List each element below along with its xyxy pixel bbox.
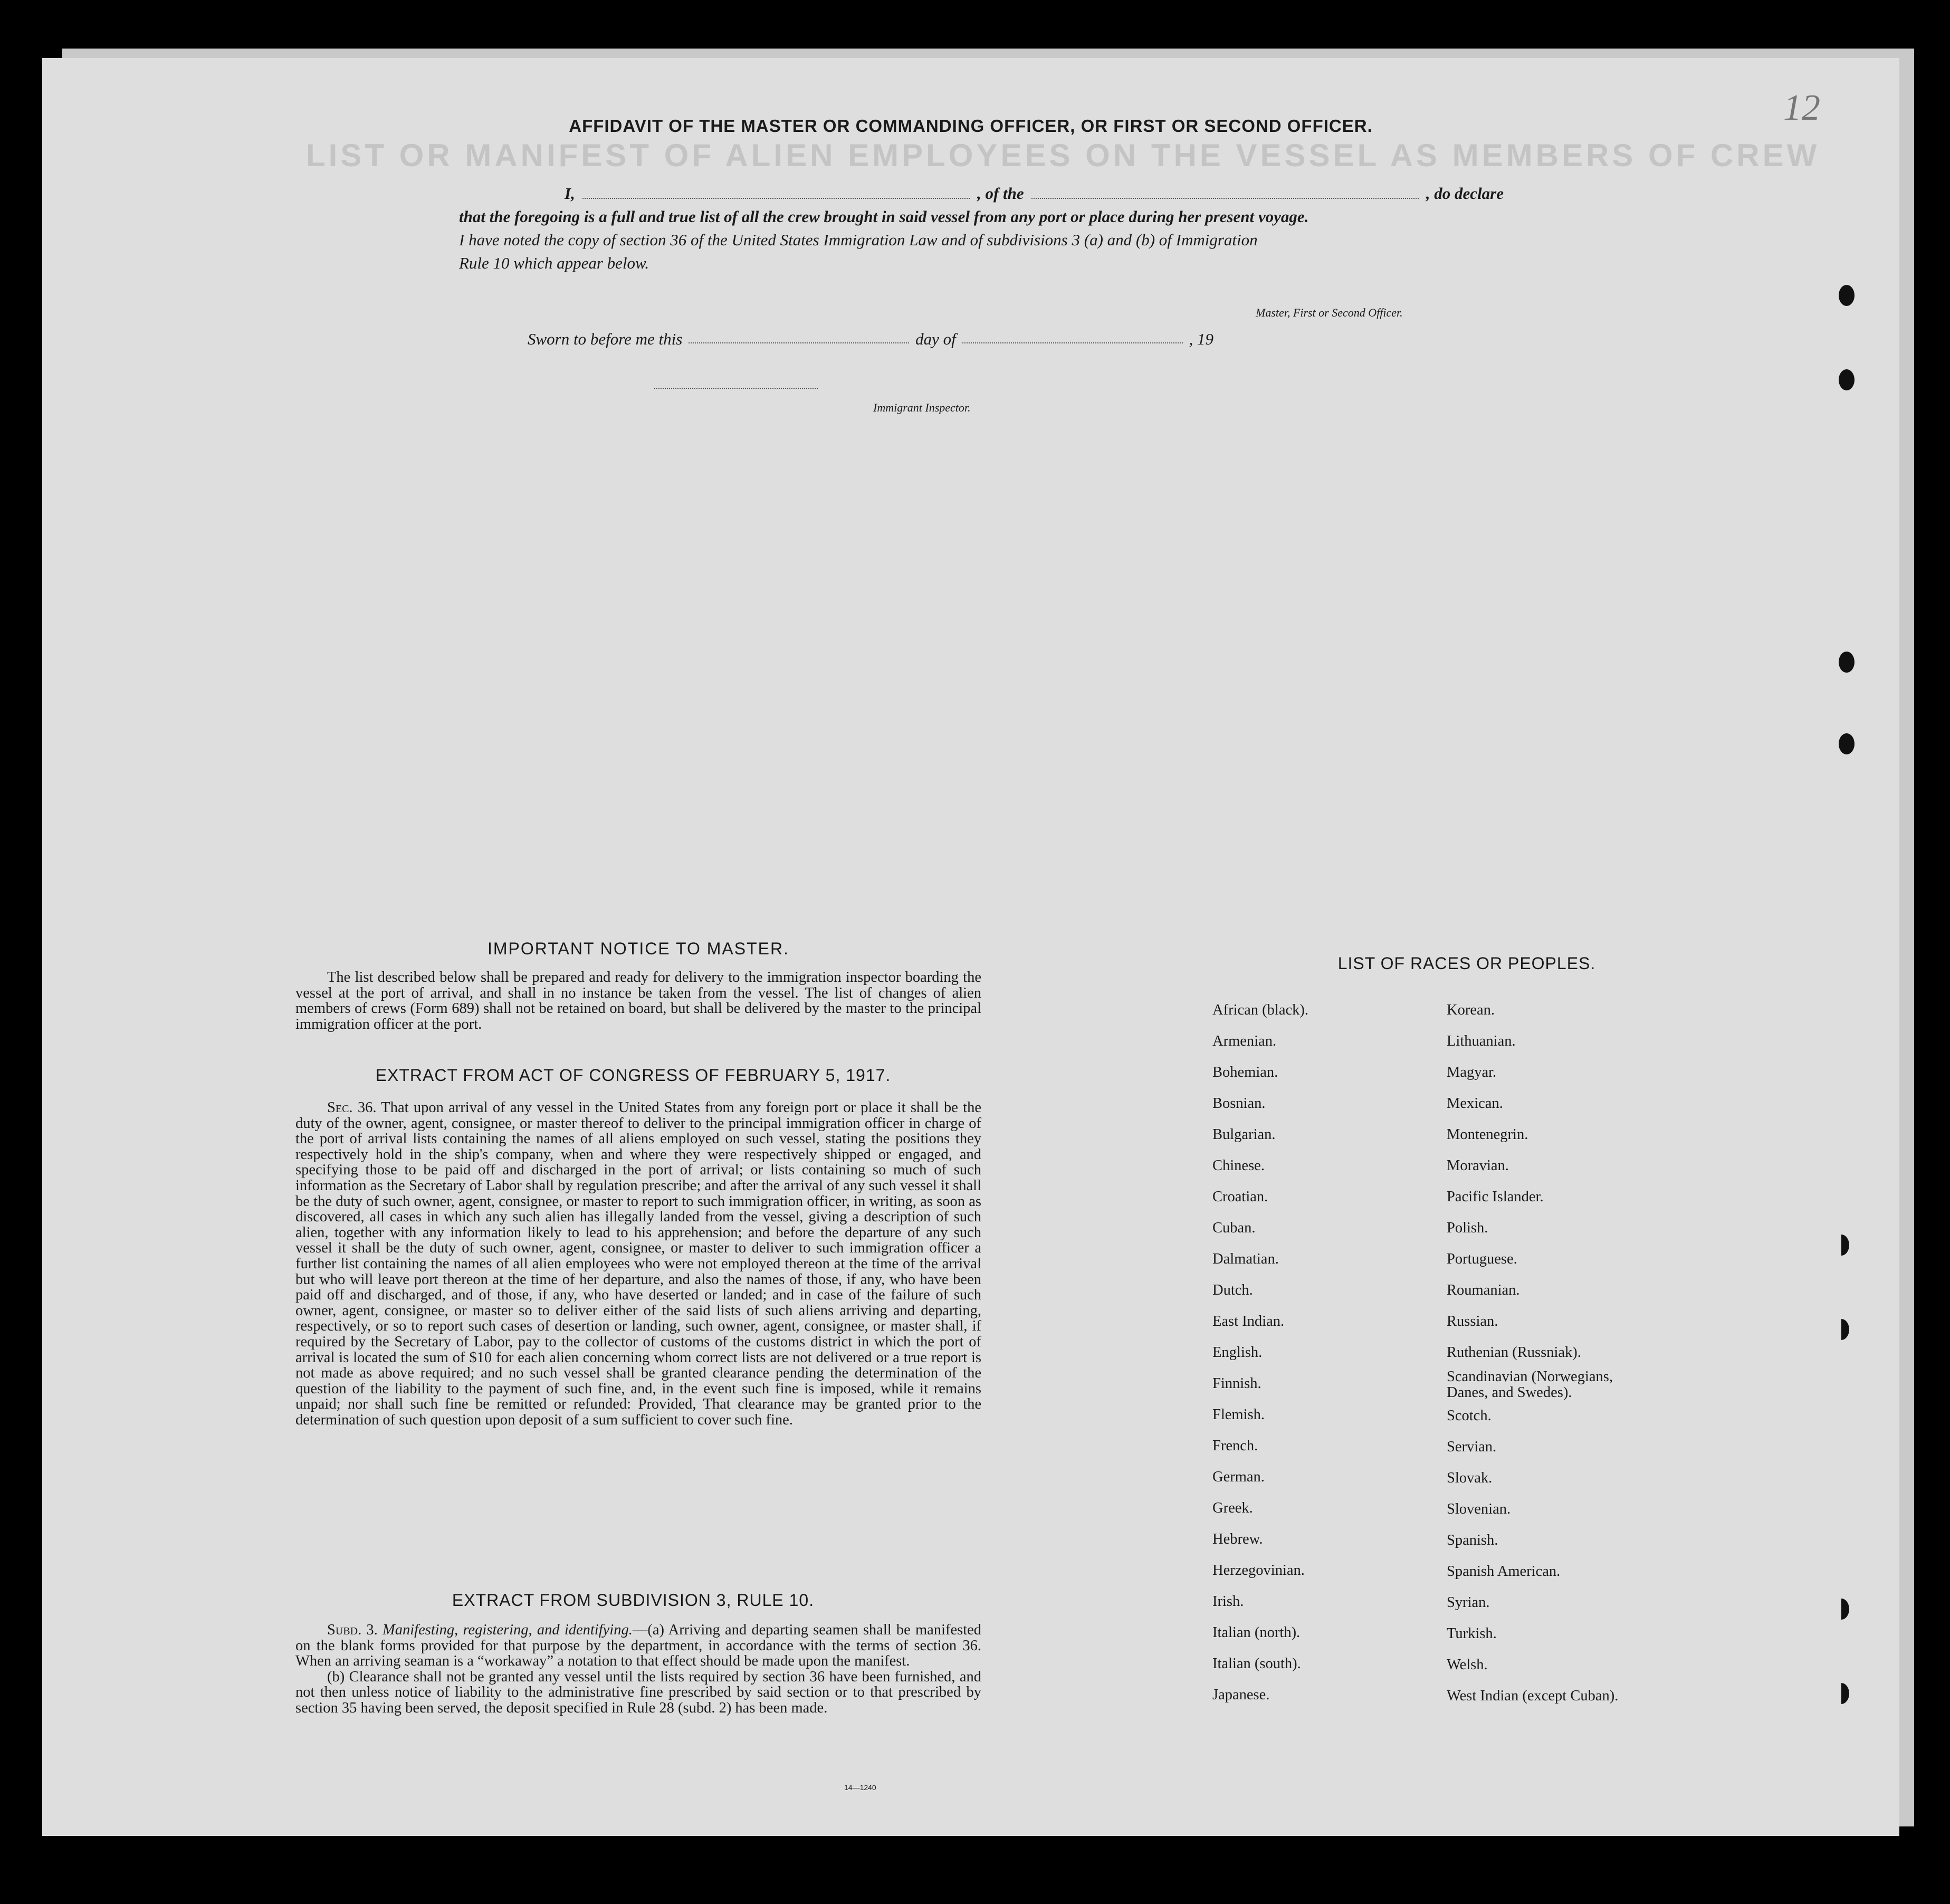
binder-hole — [1833, 1683, 1849, 1704]
sec-label: Sec. 36. — [327, 1099, 377, 1116]
subd-label: Subd. 3. — [327, 1622, 378, 1638]
subd-heading: Manifesting, registering, and identifying. — [383, 1622, 633, 1638]
race-item: Moravian. — [1447, 1157, 1509, 1174]
race-item: Lithuanian. — [1447, 1033, 1516, 1049]
name-blank[interactable] — [582, 182, 970, 199]
sworn-day-of: day of — [915, 330, 956, 348]
vessel-blank[interactable] — [1031, 182, 1419, 199]
race-item: Hebrew. — [1212, 1531, 1263, 1547]
race-item: Japanese. — [1212, 1687, 1270, 1703]
binder-hole — [1833, 1235, 1849, 1256]
race-item: Spanish American. — [1447, 1563, 1561, 1580]
signature-label: Master, First or Second Officer. — [1256, 306, 1403, 319]
race-item: Greek. — [1212, 1500, 1253, 1516]
races-title: LIST OF RACES OR PEOPLES. — [1337, 954, 1596, 973]
notice-body — [295, 970, 981, 1032]
race-item: Slovak. — [1447, 1470, 1493, 1486]
month-blank[interactable] — [962, 342, 1183, 343]
race-item: Italian (north). — [1212, 1624, 1301, 1641]
affidavit-line-2: that the foregoing is a full and true list of all the crew brought in said vessel from any port or place during her present voyage. — [459, 207, 1309, 226]
affidavit-body — [459, 182, 1504, 275]
race-item: Russian. — [1447, 1313, 1498, 1329]
form-number: 14—1240 — [844, 1783, 876, 1792]
binder-hole — [1839, 369, 1855, 390]
race-item: Slovenian. — [1447, 1501, 1511, 1517]
act-text: That upon arrival of any vessel in the United States from any foreign port or place it shall be the duty of the owner, agent, consignee, or master thereof to deliver to the principal immigration officer in charge of the port of arrival lists containing the names of all aliens employed on such vessel, stating the positions they respectively hold in the ship's company, when and where they were respectively shipped or engaged, and specifying those to be paid off and discharged in the port of arrival; or lists containing so much of such information as the Secretary of Labor shall by regulation prescribe; and after the arrival of any such vessel it shall be the duty of such owner, agent, consignee, or master to report to such immigration officer, in writing, as soon as discovered, all cases in which any such alien has illegally landed from the vessel, giving a description of such alien, together with any information likely to lead to his apprehension; and before the departure of any such vessel it shall be the duty of such owner, agent, consignee, or master to deliver to such immigration officer a further list containing the names of all alien employees who were not employed thereon at the time of the arrival but who will leave port thereon at the time of her departure, and also the names of those, if any, who have been paid off and discharged, and of those, if any, who have deserted or landed; and in case of the failure of such owner, agent, consignee, or master so to deliver either of the said lists of such aliens arriving and departing, respectively, or so to report such cases of desertion or landing, such owner, agent, consignee, or master shall, if required by the Secretary of Labor, pay to the collector of customs of the customs district in which the port of arrival is located the sum of $10 for each alien concerning whom correct lists are not delivered or a true report is not made as above required; and no such vessel shall be granted clearance pending the determination of the question of the liability to the payment of such fine, and, in the event such fine is imposed, while it remains unpaid; nor shall such fine be remitted or refunded: Provided, That clearance may be granted prior to the determination of such question upon deposit of a sum sufficient to cover such fine. — [295, 1099, 981, 1428]
race-item: Irish. — [1212, 1593, 1244, 1610]
page-number-mark: 12 — [1783, 88, 1820, 128]
race-item: Mexican. — [1447, 1095, 1503, 1112]
race-item: Turkish. — [1447, 1625, 1497, 1642]
document-page — [42, 58, 1899, 1836]
race-item: Pacific Islander. — [1447, 1189, 1544, 1205]
race-item: Italian (south). — [1212, 1656, 1301, 1672]
races-right-column — [1447, 994, 1742, 1711]
race-item: Chinese. — [1212, 1157, 1265, 1174]
subd-para-b: (b) Clearance shall not be granted any vessel until the lists required by section 36 have been furnished, and not then unless notice of liability to the administrative fine prescribed by said section or to that prescribed by section 35 having been served, the deposit specified in Rule 28 (subd. 2) has been made. — [295, 1668, 981, 1716]
race-item: Bohemian. — [1212, 1064, 1278, 1080]
race-item: Scandinavian (Norwegians, Danes, and Swedes). — [1447, 1369, 1613, 1401]
race-item: Herzegovinian. — [1212, 1562, 1305, 1578]
act-extract-title: EXTRACT FROM ACT OF CONGRESS OF FEBRUARY 5, 1917. — [375, 1066, 891, 1085]
subd-para-a: —(a) Arriving and departing seamen shall be manifested on the blank forms provided for that purpose by the department, in accordance with the terms of section 36. When an arriving seaman is a “workaway” a notation to that effect should be made upon the manifest. — [295, 1622, 982, 1670]
affidavit-line-4: Rule 10 which appear below. — [459, 254, 649, 272]
race-item: German. — [1212, 1469, 1265, 1485]
race-item: Roumanian. — [1447, 1282, 1520, 1298]
race-item: Magyar. — [1447, 1064, 1497, 1080]
race-item: Dalmatian. — [1212, 1251, 1279, 1267]
inspector-signature-blank[interactable] — [654, 388, 818, 389]
race-item: Syrian. — [1447, 1594, 1490, 1611]
notice-title: IMPORTANT NOTICE TO MASTER. — [488, 939, 789, 958]
notice-text: The list described below shall be prepared and ready for delivery to the immigration inspector boarding the vessel at the port of arrival, and shall in no instance be taken from the vessel. The list of changes of alien members of crews (Form 689) shall not be retained on board, but shall be delivered by the master to the principal immigration officer at the port. — [295, 969, 981, 1032]
race-item: West Indian (except Cuban). — [1447, 1688, 1619, 1704]
inspector-label: Immigrant Inspector. — [873, 401, 971, 414]
race-item: Scotch. — [1447, 1408, 1492, 1424]
race-item: Spanish. — [1447, 1532, 1498, 1548]
race-item: Servian. — [1447, 1439, 1497, 1455]
race-item: Polish. — [1447, 1220, 1488, 1236]
race-item: African (black). — [1212, 1002, 1308, 1018]
affidavit-title: AFFIDAVIT OF THE MASTER OR COMMANDING OFFICER, OR FIRST OR SECOND OFFICER. — [569, 116, 1373, 136]
act-extract-body — [295, 1100, 981, 1428]
race-item: Korean. — [1447, 1002, 1495, 1018]
bleed-through-header: LIST OR MANIFEST OF ALIEN EMPLOYEES ON THE VESSEL AS MEMBERS OF CREW — [306, 138, 1820, 173]
race-item: Bosnian. — [1212, 1095, 1266, 1112]
day-blank[interactable] — [689, 342, 909, 343]
binder-hole — [1839, 733, 1855, 754]
affidavit-i: I, — [565, 184, 575, 203]
race-item: Welsh. — [1447, 1657, 1488, 1673]
races-left-column — [1212, 994, 1434, 1710]
sworn-line — [528, 330, 1213, 349]
sworn-year: , 19 — [1189, 330, 1213, 348]
affidavit-line-3: I have noted the copy of section 36 of the United States Immigration Law and of subdivisions 3 (a) and (b) of Immigration — [459, 231, 1258, 249]
race-item: English. — [1212, 1344, 1263, 1361]
race-item: Armenian. — [1212, 1033, 1277, 1049]
affidavit-do-declare: , do declare — [1426, 184, 1504, 203]
affidavit-line-1 — [459, 182, 1504, 205]
binder-hole — [1833, 1599, 1849, 1620]
race-item: Montenegrin. — [1447, 1126, 1528, 1143]
race-item: East Indian. — [1212, 1313, 1285, 1329]
rule-extract-title: EXTRACT FROM SUBDIVISION 3, RULE 10. — [452, 1591, 815, 1610]
race-item: Cuban. — [1212, 1220, 1256, 1236]
race-item: Croatian. — [1212, 1189, 1268, 1205]
binder-hole — [1833, 1319, 1849, 1340]
race-item: Ruthenian (Russniak). — [1447, 1344, 1581, 1361]
affidavit-of-the: , of the — [977, 184, 1024, 203]
rule-extract-body — [295, 1622, 981, 1716]
binder-hole — [1839, 285, 1855, 306]
race-item: Dutch. — [1212, 1282, 1253, 1298]
race-item: Finnish. — [1212, 1375, 1261, 1392]
sworn-start: Sworn to before me this — [528, 330, 683, 348]
race-item: Flemish. — [1212, 1407, 1265, 1423]
race-item: Bulgarian. — [1212, 1126, 1276, 1143]
binder-hole — [1839, 652, 1855, 673]
race-item: French. — [1212, 1438, 1258, 1454]
race-item: Portuguese. — [1447, 1251, 1517, 1267]
